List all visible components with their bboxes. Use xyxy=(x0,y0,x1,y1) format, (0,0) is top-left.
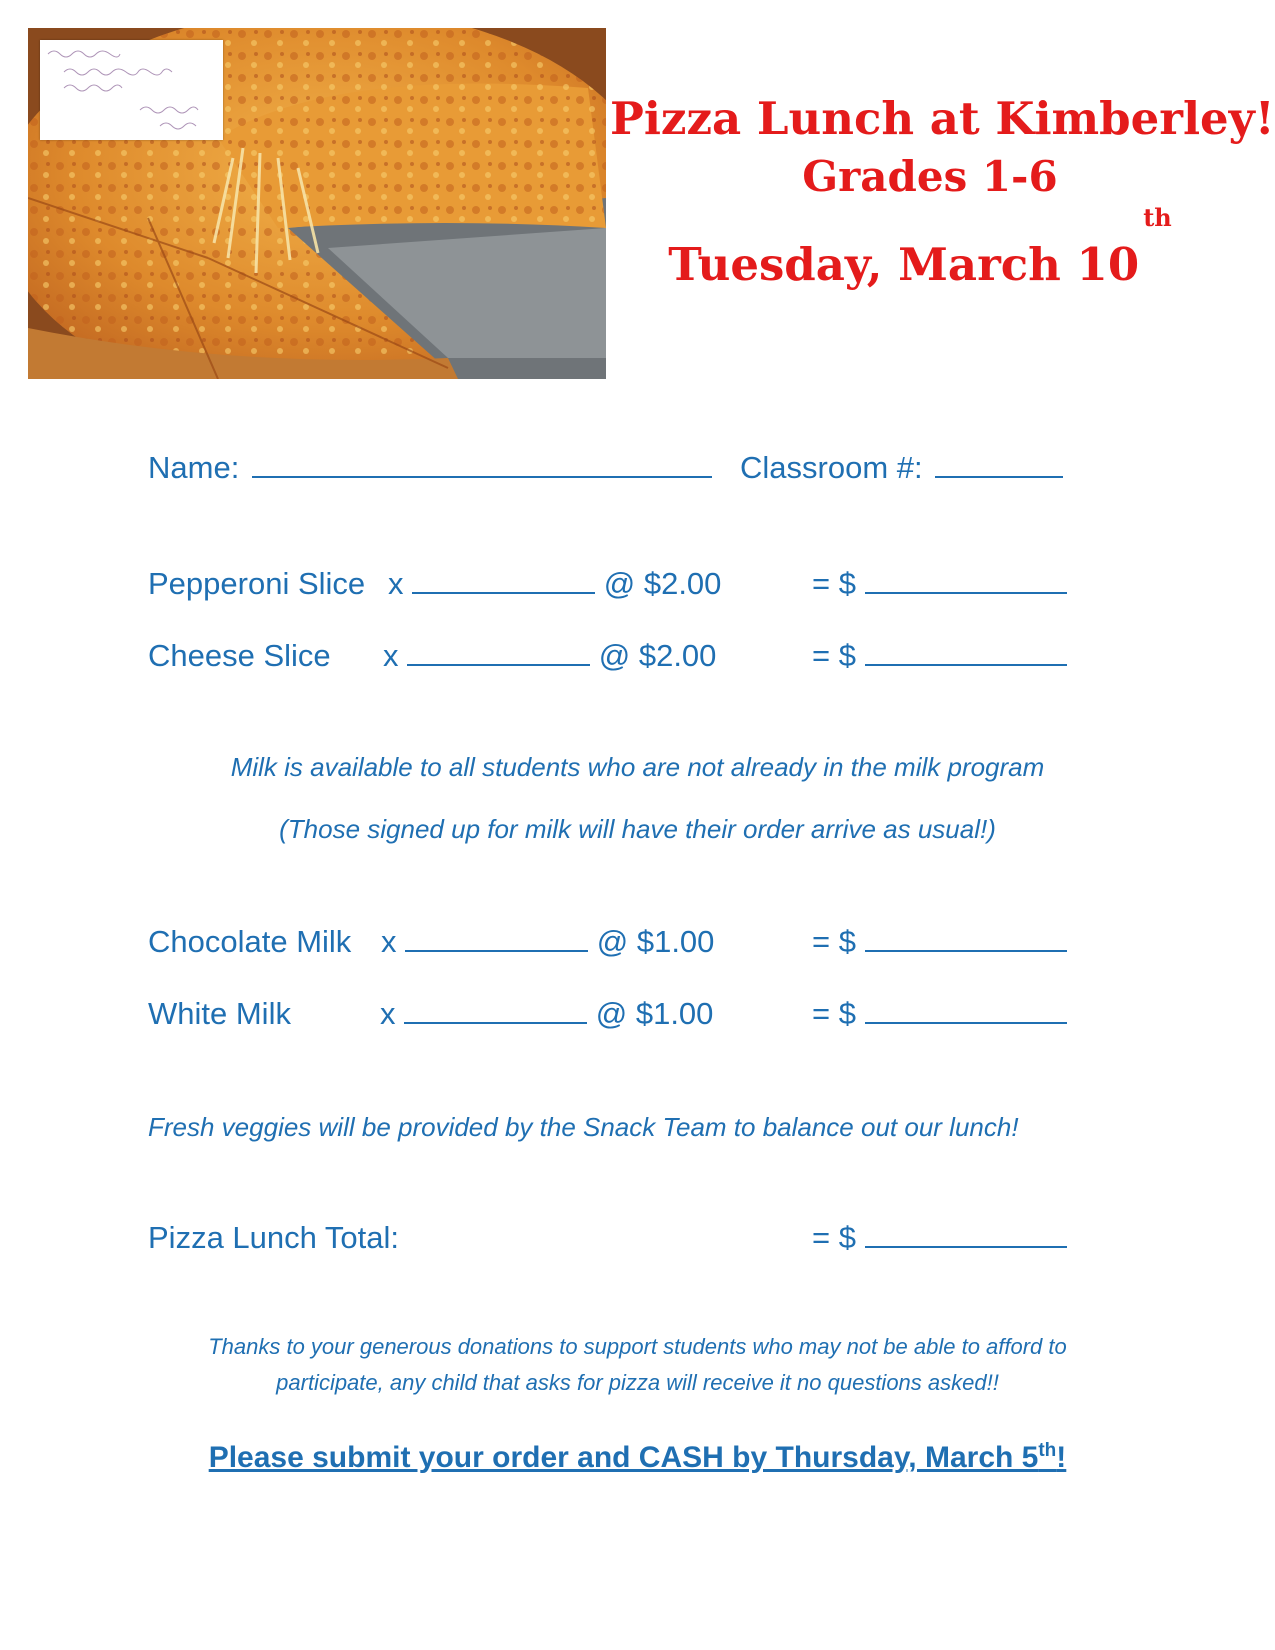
submit-suffix: th xyxy=(1038,1440,1057,1461)
quantity-field-cheese[interactable] xyxy=(407,660,590,666)
submit-text: Please submit your order and CASH by Thursday, March 5 xyxy=(208,1441,1039,1474)
item-qty-chocolate-milk xyxy=(381,926,714,957)
pizza-photo xyxy=(28,28,606,379)
equals-dollar: = $ xyxy=(812,638,856,673)
milk-note: Milk is available to all students who are not already in the milk program xyxy=(230,752,1045,782)
event-grades: Grades 1-6 xyxy=(802,152,1058,201)
classroom-field[interactable] xyxy=(935,472,1063,478)
submit-deadline xyxy=(0,1440,1275,1475)
item-total-white-milk xyxy=(812,998,1067,1029)
item-row-pepperoni xyxy=(148,568,365,599)
item-label: Pepperoni Slice xyxy=(148,566,366,601)
milk-note-sub: (Those signed up for milk will have their order arrive as usual!) xyxy=(279,814,996,844)
item-price: @ $2.00 xyxy=(603,566,722,601)
event-title: Pizza Lunch at Kimberley! xyxy=(610,92,1275,145)
submit-end: ! xyxy=(1056,1441,1067,1474)
item-label: Chocolate Milk xyxy=(148,924,352,959)
quantity-field-pepperoni[interactable] xyxy=(412,588,595,594)
equals-dollar: = $ xyxy=(812,996,856,1031)
name-label: Name: xyxy=(148,450,240,485)
item-label: White Milk xyxy=(148,996,291,1031)
item-total-cheese xyxy=(812,640,1067,671)
lunch-total-field[interactable] xyxy=(865,1242,1067,1248)
item-price: @ $1.00 xyxy=(595,996,714,1031)
handwriting-image xyxy=(40,40,223,140)
veggie-note: Fresh veggies will be provided by the Snack Team to balance out our lunch! xyxy=(148,1112,1019,1142)
lunch-total-row xyxy=(812,1222,1067,1253)
equals-dollar: = $ xyxy=(812,1220,856,1255)
times-sign: x xyxy=(383,638,399,673)
item-qty-pepperoni xyxy=(388,568,721,599)
item-price: @ $2.00 xyxy=(598,638,717,673)
times-sign: x xyxy=(380,996,396,1031)
times-sign: x xyxy=(381,924,397,959)
lunch-total-label: Pizza Lunch Total: xyxy=(148,1220,400,1255)
classroom-label: Classroom #: xyxy=(740,450,923,485)
quantity-field-white-milk[interactable] xyxy=(404,1018,587,1024)
total-field-pepperoni[interactable] xyxy=(865,588,1067,594)
item-row-chocolate-milk xyxy=(148,926,351,957)
name-row xyxy=(148,452,712,483)
item-row-cheese xyxy=(148,640,331,671)
item-qty-cheese xyxy=(383,640,716,671)
total-field-cheese[interactable] xyxy=(865,660,1067,666)
equals-dollar: = $ xyxy=(812,924,856,959)
name-field[interactable] xyxy=(252,472,712,478)
item-label: Cheese Slice xyxy=(148,638,331,673)
event-date xyxy=(640,203,1200,291)
item-row-white-milk xyxy=(148,998,291,1029)
item-total-chocolate-milk xyxy=(812,926,1067,957)
total-field-white-milk[interactable] xyxy=(865,1018,1067,1024)
thanks-note-cont: participate, any child that asks for pizza will receive it no questions asked!! xyxy=(276,1370,999,1395)
item-price: @ $1.00 xyxy=(596,924,715,959)
item-total-pepperoni xyxy=(812,568,1067,599)
times-sign: x xyxy=(388,566,404,601)
classroom-row xyxy=(740,452,1063,483)
event-date-suffix: th xyxy=(1143,203,1172,232)
handwritten-note xyxy=(40,40,223,140)
thanks-note: Thanks to your generous donations to support students who may not be able to afford to xyxy=(208,1334,1067,1359)
quantity-field-chocolate-milk[interactable] xyxy=(405,946,588,952)
event-date-text: Tuesday, March 10 xyxy=(668,238,1140,291)
total-field-chocolate-milk[interactable] xyxy=(865,946,1067,952)
item-qty-white-milk xyxy=(380,998,713,1029)
equals-dollar: = $ xyxy=(812,566,856,601)
